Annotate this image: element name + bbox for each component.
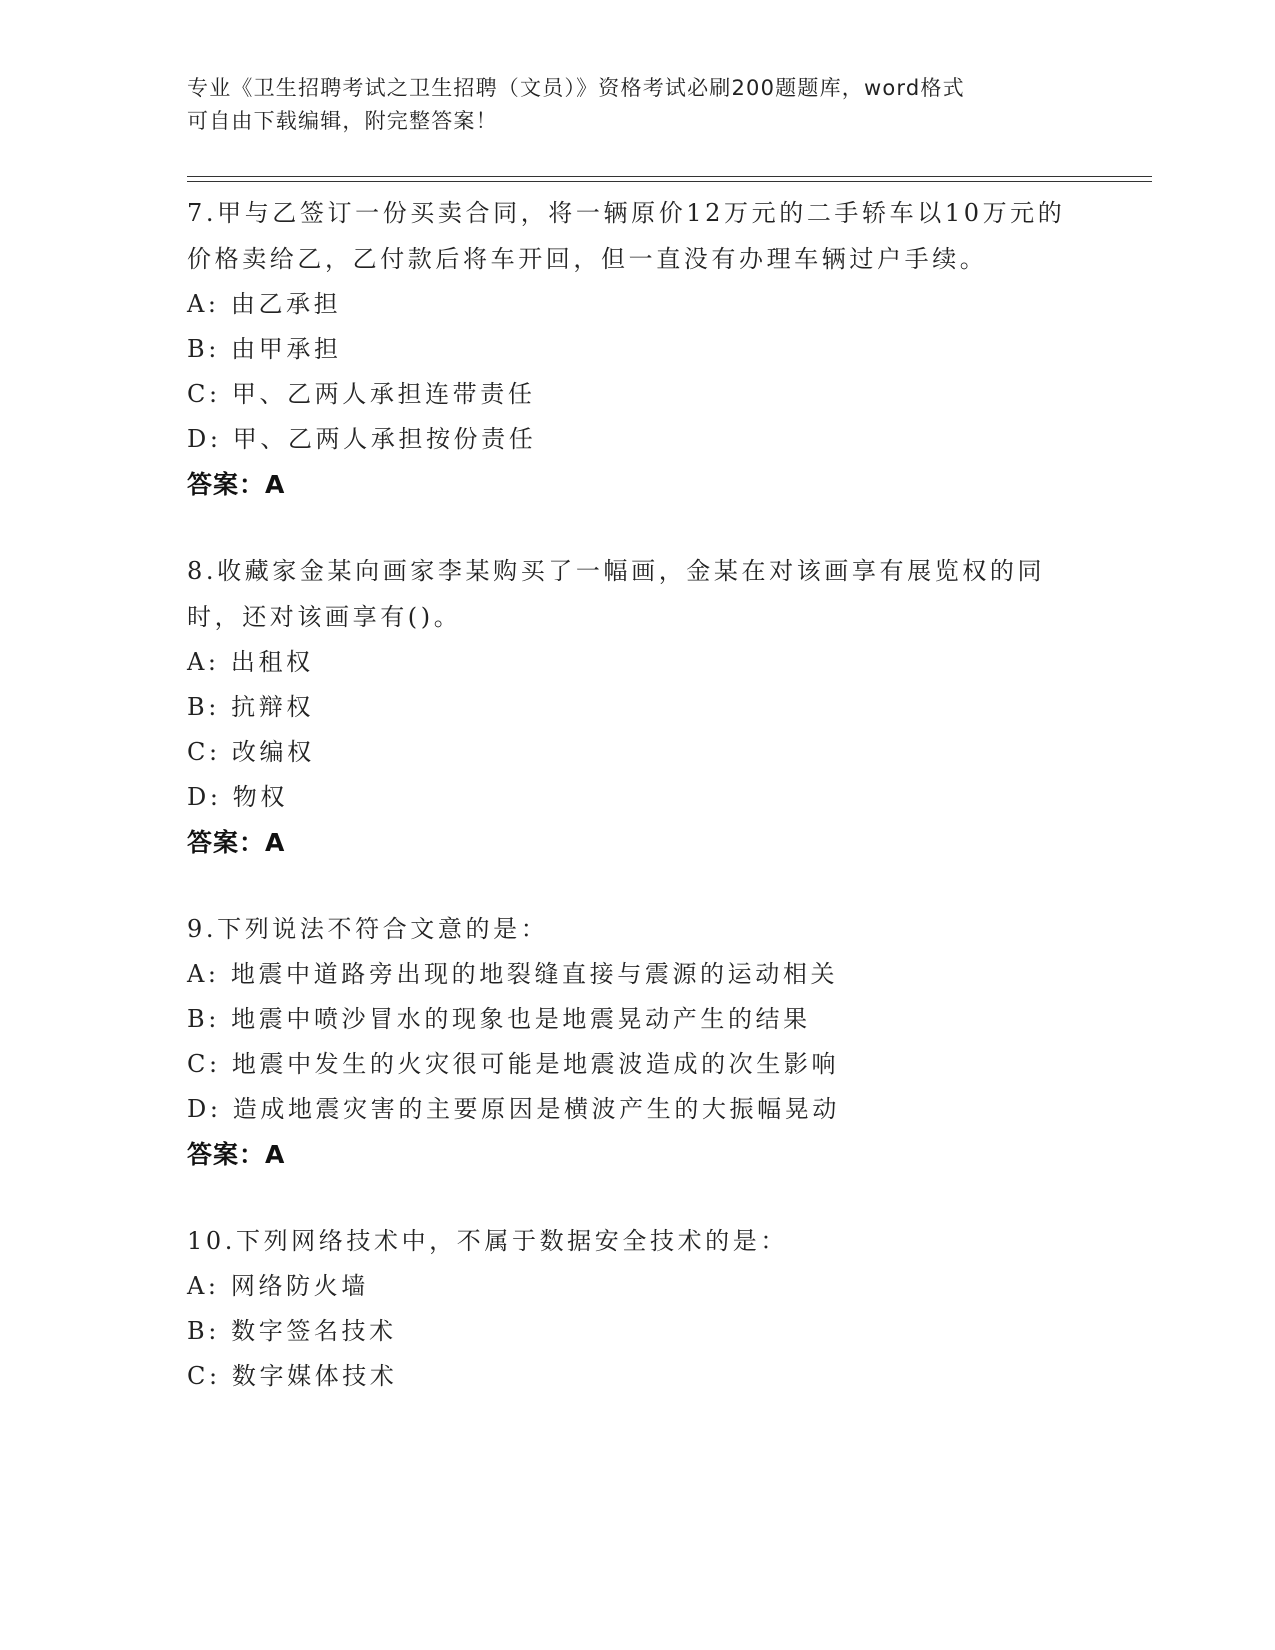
option-c: C: 改编权 bbox=[187, 738, 315, 766]
option-d: D: 物权 bbox=[187, 783, 288, 811]
option-c: C: 地震中发生的火灾很可能是地震波造成的次生影响 bbox=[187, 1050, 840, 1078]
header-line-2: 可自由下载编辑，附完整答案！ bbox=[187, 109, 498, 133]
option-a: A: 地震中道路旁出现的地裂缝直接与震源的运动相关 bbox=[187, 960, 839, 988]
option-b: B: 由甲承担 bbox=[187, 335, 342, 363]
option-a: A: 由乙承担 bbox=[187, 290, 342, 318]
answer-line: 答案：A bbox=[187, 828, 286, 857]
question-text: 8.收藏家金某向画家李某购买了一幅画，金某在对该画享有展览权的同时，还对该画享有()。 bbox=[187, 557, 1046, 631]
question-text: 7.甲与乙签订一份买卖合同，将一辆原价12万元的二手轿车以10万元的价格卖给乙，乙付款后将车开回，但一直没有办理车辆过户手续。 bbox=[187, 199, 1066, 273]
option-d: D: 造成地震灾害的主要原因是横波产生的大振幅晃动 bbox=[187, 1095, 840, 1123]
question-text: 10.下列网络技术中，不属于数据安全技术的是： bbox=[187, 1227, 788, 1255]
header-line-1: 专业《卫生招聘考试之卫生招聘（文员）》资格考试必刷200题题库，word格式 bbox=[187, 76, 965, 100]
question-9 bbox=[187, 906, 1067, 1178]
answer-line: 答案：A bbox=[187, 470, 286, 499]
option-b: B: 数字签名技术 bbox=[187, 1317, 397, 1345]
option-a: A: 出租权 bbox=[187, 648, 314, 676]
question-text: 9.下列说法不符合文意的是： bbox=[187, 915, 549, 943]
header-divider-top bbox=[187, 176, 1152, 177]
option-b: B: 地震中喷沙冒水的现象也是地震晃动产生的结果 bbox=[187, 1005, 811, 1033]
answer-line: 答案：A bbox=[187, 1140, 286, 1169]
option-a: A: 网络防火墙 bbox=[187, 1272, 369, 1300]
question-7 bbox=[187, 190, 1067, 508]
header-divider-bottom bbox=[187, 181, 1152, 182]
document-header bbox=[187, 72, 1067, 138]
question-8 bbox=[187, 548, 1067, 866]
option-c: C: 甲、乙两人承担连带责任 bbox=[187, 380, 536, 408]
option-b: B: 抗辩权 bbox=[187, 693, 314, 721]
option-d: D: 甲、乙两人承担按份责任 bbox=[187, 425, 537, 453]
question-list bbox=[187, 190, 1067, 1439]
option-c: C: 数字媒体技术 bbox=[187, 1362, 398, 1390]
question-10 bbox=[187, 1218, 1067, 1399]
